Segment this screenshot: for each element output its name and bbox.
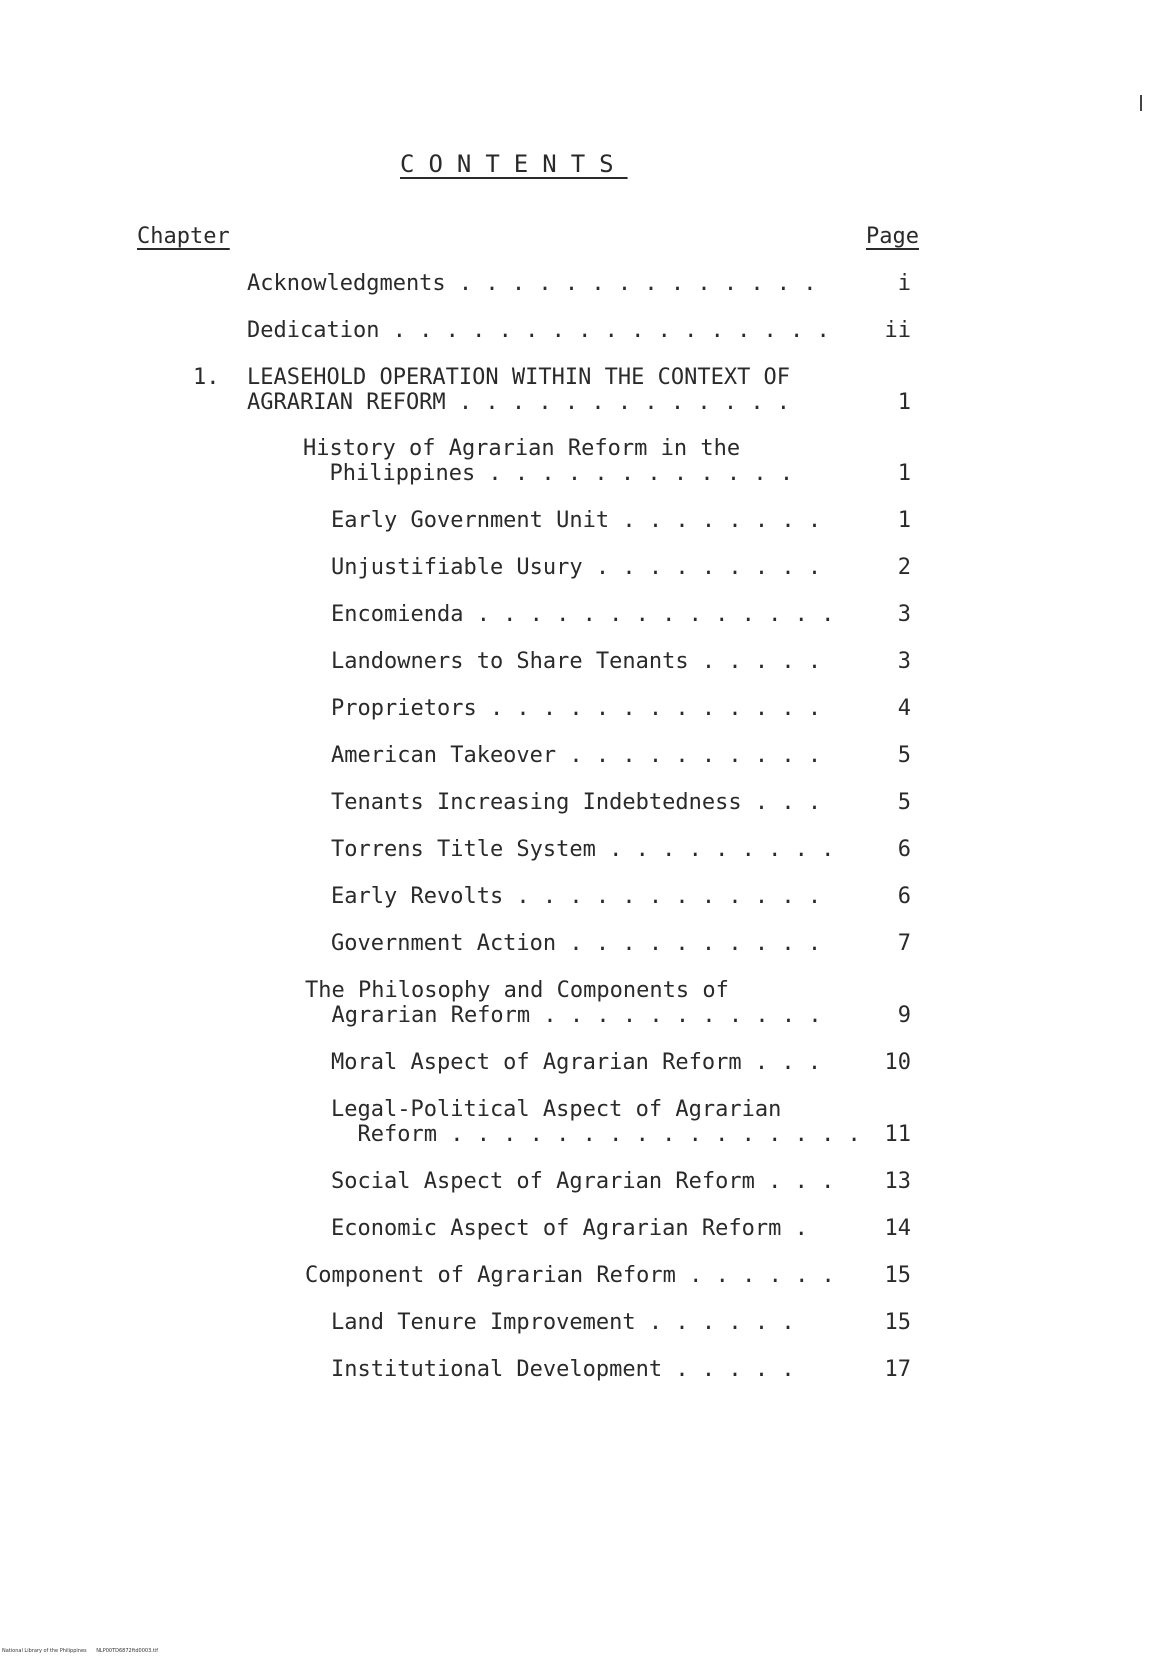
- toc-page-number: 10: [884, 1050, 911, 1075]
- scan-footer: [2, 1648, 158, 1654]
- toc-entry-tenants-indebtedness: Tenants Increasing Indebtedness . . .: [331, 790, 822, 815]
- toc-entry-history: History of Agrarian Reform in the Philippines . . . . . . . . . . . .: [303, 436, 794, 486]
- toc-page-number: 1: [897, 390, 911, 415]
- toc-page-number: ii: [884, 318, 911, 343]
- chapter-column-header: Chapter: [137, 224, 230, 249]
- footer-library: National Library of the Philippines: [2, 1648, 87, 1654]
- toc-page-number: 4: [897, 696, 911, 721]
- toc-entry-early-revolts: Early Revolts . . . . . . . . . . . .: [331, 884, 822, 909]
- toc-entry-component: Component of Agrarian Reform . . . . . .: [305, 1263, 835, 1288]
- toc-page-number: 2: [897, 555, 911, 580]
- toc-entry-social-aspect: Social Aspect of Agrarian Reform . . .: [331, 1169, 835, 1194]
- toc-page-number: 17: [884, 1357, 911, 1382]
- toc-page-number: 14: [884, 1216, 911, 1241]
- toc-entry-proprietors: Proprietors . . . . . . . . . . . . .: [331, 696, 822, 721]
- toc-entry-acknowledgments: Acknowledgments . . . . . . . . . . . . . .: [247, 271, 817, 296]
- toc-entry-institutional: Institutional Development . . . . .: [331, 1357, 795, 1382]
- page-title: CONTENTS: [400, 150, 628, 178]
- toc-page-number: 11: [884, 1122, 911, 1147]
- toc-entry-torrens-title: Torrens Title System . . . . . . . . .: [331, 837, 835, 862]
- toc-entry-economic-aspect: Economic Aspect of Agrarian Reform .: [331, 1216, 808, 1241]
- toc-page-number: 5: [897, 790, 911, 815]
- toc-page-number: 6: [897, 884, 911, 909]
- toc-entry-early-government-unit: Early Government Unit . . . . . . . .: [331, 508, 822, 533]
- footer-file: NLP00TD6872ftd0003.tif: [96, 1648, 158, 1654]
- toc-entry-landowners: Landowners to Share Tenants . . . . .: [331, 649, 822, 674]
- toc-entry-american-takeover: American Takeover . . . . . . . . . .: [331, 743, 822, 768]
- toc-page-number: 15: [884, 1310, 911, 1335]
- toc-page-number: 15: [884, 1263, 911, 1288]
- toc-entry-land-tenure: Land Tenure Improvement . . . . . .: [331, 1310, 795, 1335]
- toc-entry-moral-aspect: Moral Aspect of Agrarian Reform . . .: [331, 1050, 822, 1075]
- toc-page-number: 6: [897, 837, 911, 862]
- chapter-number: 1.: [193, 365, 220, 390]
- toc-page-number: i: [897, 271, 911, 296]
- scan-mark: [1140, 95, 1142, 111]
- page-column-header: Page: [866, 224, 919, 249]
- toc-entry-unjustifiable-usury: Unjustifiable Usury . . . . . . . . .: [331, 555, 822, 580]
- toc-page-number: 7: [897, 931, 911, 956]
- toc-page-number: 9: [897, 1003, 911, 1028]
- toc-page-number: 1: [897, 508, 911, 533]
- toc-entry-dedication: Dedication . . . . . . . . . . . . . . . . .: [247, 318, 830, 343]
- toc-page-number: 3: [897, 602, 911, 627]
- toc-entry-chapter-1: LEASEHOLD OPERATION WITHIN THE CONTEXT OF AGRARIAN REFORM . . . . . . . . . . . . .: [247, 365, 791, 415]
- toc-entry-encomienda: Encomienda . . . . . . . . . . . . . .: [331, 602, 835, 627]
- toc-page-number: 13: [884, 1169, 911, 1194]
- toc-page-number: 3: [897, 649, 911, 674]
- toc-entry-philosophy: The Philosophy and Components of Agrarian Reform . . . . . . . . . . .: [305, 978, 822, 1028]
- toc-entry-legal-political: Legal-Political Aspect of Agrarian Reform . . . . . . . . . . . . . . . .: [331, 1097, 861, 1147]
- toc-page-number: 1: [897, 461, 911, 486]
- toc-entry-government-action: Government Action . . . . . . . . . .: [331, 931, 822, 956]
- toc-page-number: 5: [897, 743, 911, 768]
